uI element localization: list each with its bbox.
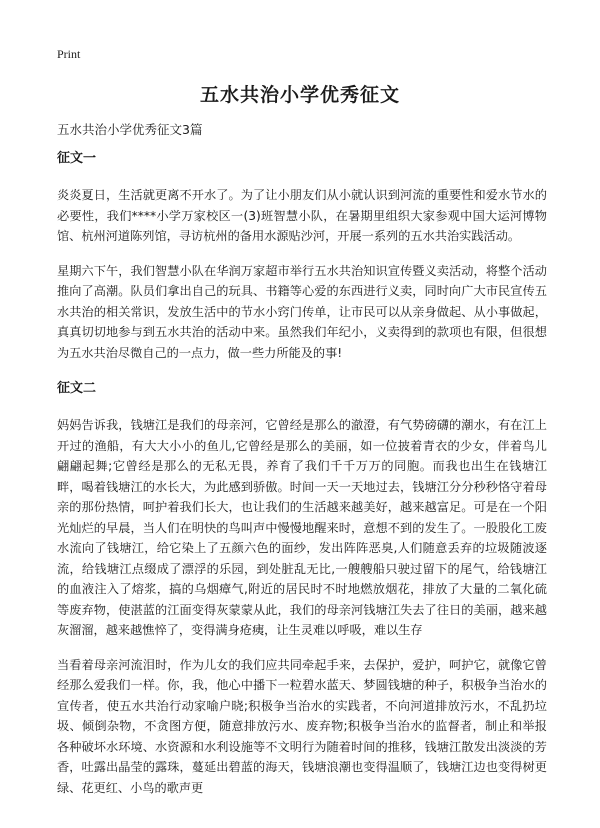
document-subtitle: 五水共治小学优秀征文3篇 <box>57 122 203 137</box>
section-heading: 征文一 <box>57 151 97 166</box>
essay-section-1 <box>57 151 547 377</box>
paragraph: 星期六下午，我们智慧小队在华润万家超市举行五水共治知识宣传暨义卖活动，将整个活动推向了高潮。队员们拿出自己的玩具、书籍等心爱的东西进行义卖，同时向广大市民宣传五水共治的相关常识，发放生活中的节水小窍门传单，让市民可以从亲身做起、从小事做起，真真切切地参与到五水共治的活动中来。虽然我们年纪小，义卖得到的款项也有限，但很想为五水共治尽微自己的一点力，做一些力所能及的事! <box>57 263 547 360</box>
essay-section-2 <box>57 381 547 812</box>
page-title: 五水共治小学优秀征文 <box>199 84 400 106</box>
section-heading: 征文二 <box>57 381 97 396</box>
print-link[interactable]: Print <box>57 47 81 61</box>
paragraph: 炎炎夏日，生活就更离不开水了。为了让小朋友们从小就认识到河流的重要性和爱水节水的必要性，我们****小学万家校区一(3)班智慧小队，在暑期里组织大家参观中国大运河博物馆、杭州河道陈列馆，寻访杭州的备用水源贴沙河，开展一系列的五水共治实践活动。 <box>57 188 547 243</box>
paragraph: 妈妈告诉我，钱塘江是我们的母亲河，它曾经是那么的澈澄，有气势磅礴的潮水，有在江上开过的渔船，有大大小小的鱼儿,它曾经是那么的美丽，如一位披着青衣的少女，伴着鸟儿翩翩起舞;它曾经是那么的无私无畏，养育了我们千千万万的同胞。而我也出生在钱塘江畔，喝着钱塘江的水长大，为此感到骄傲。时间一天一天地过去，钱塘江分分秒秒恪守着母亲的那份热情，呵护着我们长大，也让我们的生活越来越美好，越来越富足。可是在一个阳光灿烂的早晨，当人们在明快的鸟叫声中慢慢地醒来时，意想不到的发生了。一股股化工废水流向了钱塘江，给它染上了五颜六色的面纱，发出阵阵恶臭,人们随意丢弃的垃圾随波逐流，给钱塘江点缀成了漂浮的乐园，到处脏乱无比,一艘艘船只驶过留下的尾气，给钱塘江的血液注入了熔浆，搞的乌烟瘴气,附近的居民时不时地燃放烟花，排放了大量的二氧化硫等废弃物，使湛蓝的江面变得灰蒙蒙从此，我们的母亲河钱塘江失去了往日的美丽，越来越灰溜溜，越来越憔悴了，变得满身疮痍，让生灵难以呼吸，难以生存 <box>57 418 547 637</box>
paragraph: 当看着母亲河流泪时，作为儿女的我们应共同牵起手来，去保护，爱护，呵护它，就像它曾经那么爱我们一样。你，我，他心中播下一粒碧水蓝天、梦圆钱塘的种子，积极争当治水的宣传者，使五水共治行动家喻户晓;积极争当治水的实践者，不向河道排放污水，不乱扔垃圾、倾倒杂物，不贪图方便，随意排放污水、废弃物;积极争当治水的监督者，制止和举报各种破坏水环境、水资源和水利设施等不文明行为随着时间的推移，钱塘江散发出淡淡的芳香，吐露出晶莹的露珠，蔓延出碧蓝的海天，钱塘浪潮也变得温顺了，钱塘江边也变得树更绿、花更红、小鸟的歌声更 <box>57 657 547 795</box>
